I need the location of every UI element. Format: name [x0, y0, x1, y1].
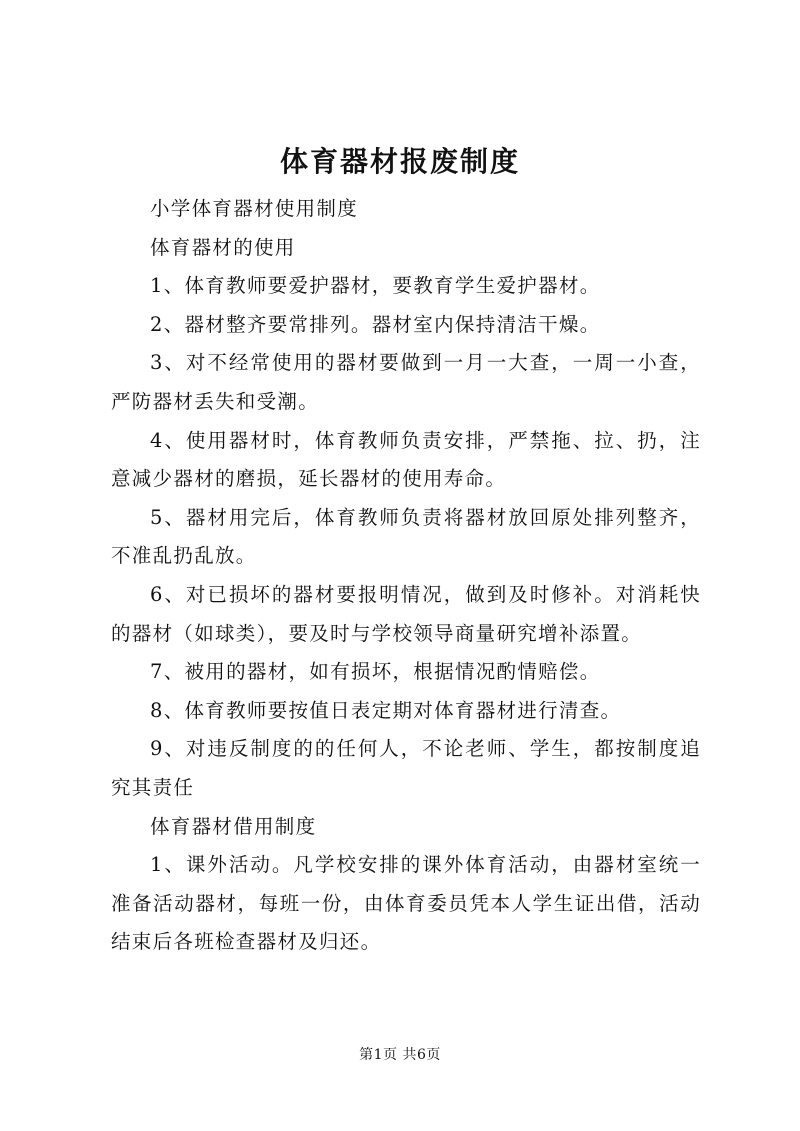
paragraph: 7、被用的器材，如有损坏，根据情况酌情赔偿。 — [150, 660, 601, 684]
paragraph: 体育器材借用制度 — [150, 814, 317, 838]
paragraph: 1、体育教师要爱护器材，要教育学生爱护器材。 — [150, 274, 601, 298]
paragraph: 2、器材整齐要常排列。器材室内保持清洁干燥。 — [150, 312, 601, 336]
document-body — [111, 190, 701, 962]
paragraph: 9、对违反制度的的任何人，不论老师、学生，都按制度追究其责任 — [111, 737, 701, 799]
paragraph: 小学体育器材使用制度 — [150, 197, 359, 220]
page-footer: 第1页 共6页 — [359, 1047, 441, 1063]
paragraph: 3、对不经常使用的器材要做到一月一大查，一周一小查，严防器材丢失和受潮。 — [111, 351, 701, 413]
paragraph: 8、体育教师要按值日表定期对体育器材进行清查。 — [150, 698, 622, 722]
paragraph: 6、对已损坏的器材要报明情况，做到及时修补。对消耗快的器材（如球类），要及时与学校领导商量研究增补添置。 — [111, 582, 701, 645]
paragraph: 5、器材用完后，体育教师负责将器材放回原处排列整齐，不准乱扔乱放。 — [111, 505, 701, 568]
document-title: 体育器材报废制度 — [279, 145, 520, 178]
paragraph: 4、使用器材时，体育教师负责安排，严禁拖、拉、扔，注意减少器材的磨损，延长器材的使用寿命。 — [111, 428, 701, 491]
paragraph: 体育器材的使用 — [150, 235, 296, 259]
paragraph: 1、课外活动。凡学校安排的课外体育活动，由器材室统一准备活动器材，每班一份，由体育委员凭本人学生证出借，活动结束后各班检查器材及归还。 — [111, 853, 701, 954]
